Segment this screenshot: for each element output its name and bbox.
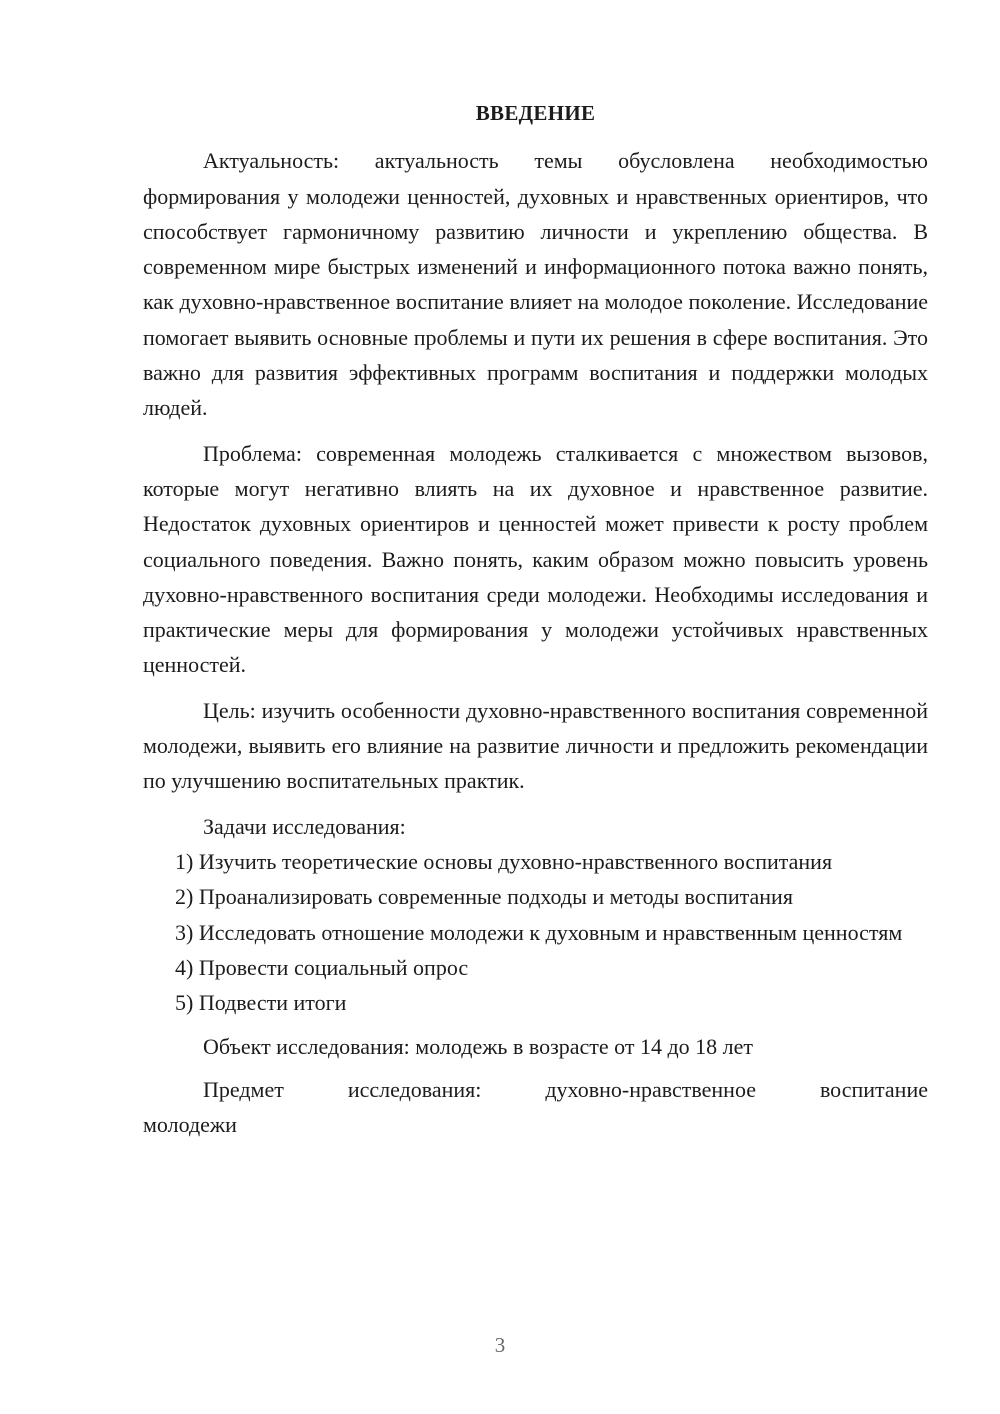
subject-word: Предмет xyxy=(203,1076,284,1102)
task-item-1: 1) Изучить теоретические основы духовно-нравственного воспитания xyxy=(175,848,833,874)
subject-word: воспитание xyxy=(819,1076,928,1102)
subject-word: исследования: xyxy=(347,1076,482,1102)
research-subject-line xyxy=(143,1072,928,1107)
paragraph-goal: Цель: изучить особенности духовно-нравственного воспитания современной молодежи, выявить его влияние на развитие личности и предложить рекомендации по улучшению воспитательных практик. xyxy=(143,697,928,794)
task-item-3: 3) Исследовать отношение молодежи к духовным и нравственным ценностям xyxy=(175,919,903,945)
task-item-4: 4) Провести социальный опрос xyxy=(175,954,469,980)
page-content xyxy=(143,96,928,1142)
subject-word: духовно-нравственное xyxy=(545,1076,756,1102)
paragraph-relevance: Актуальность: актуальность темы обусловлена необходимостью формирования у молодежи ценностей, духовных и нравственных ориентиров, что способствует гармоничному развитию личности и укреплению общества. В современном мире быстрых изменений и информационного потока важно понять, как духовно-нравственное воспитание влияет на молодое поколение. Исследование помогает выявить основные проблемы и пути их решения в сфере воспитания. Это важно для развития эффективных программ воспитания и поддержки молодых людей. xyxy=(143,148,928,421)
task-item-5: 5) Подвести итоги xyxy=(175,990,347,1016)
task-item-2: 2) Проанализировать современные подходы и методы воспитания xyxy=(175,884,793,910)
page-title: ВВЕДЕНИЕ xyxy=(475,101,596,125)
tasks-heading: Задачи исследования: xyxy=(203,813,406,839)
page-number: 3 xyxy=(494,1333,506,1357)
paragraph-problem: Проблема: современная молодежь сталкивается с множеством вызовов, которые могут негативно влиять на их духовное и нравственное развитие. Недостаток духовных ориентиров и ценностей может привести к росту проблем социального поведения. Важно понять, каким образом можно повысить уровень духовно-нравственного воспитания среди молодежи. Необходимы исследования и практические меры для формирования у молодежи устойчивых нравственных ценностей. xyxy=(143,440,928,678)
research-subject xyxy=(143,1072,928,1143)
research-subject-continuation: молодежи xyxy=(143,1112,237,1138)
research-object: Объект исследования: молодежь в возрасте от 14 до 18 лет xyxy=(203,1034,754,1060)
